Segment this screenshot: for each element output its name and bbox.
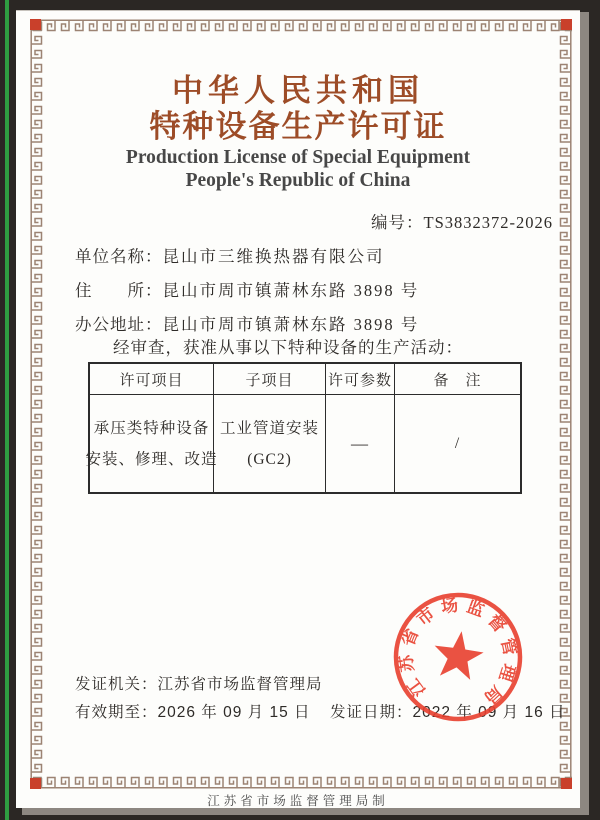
field-office-address <box>75 311 419 335</box>
license-number-line <box>371 209 553 233</box>
table-cell-sub-item <box>214 395 326 492</box>
field-residence <box>75 277 419 301</box>
license-number-label: 编号： <box>371 213 424 232</box>
permit-table <box>85 362 522 494</box>
seal-text: 江苏省市场监督管理局 <box>396 595 520 708</box>
field-value: 昆山市周市镇萧林东路 3898 号 <box>162 315 420 334</box>
issuer-line <box>75 672 323 694</box>
title-cn-line1: 中华人民共和国 <box>172 73 424 108</box>
issue-date-label: 发证日期： <box>330 704 413 721</box>
title-en-line2: People's Republic of China <box>185 170 411 191</box>
table-header-permit-item: 许可项目 <box>90 364 214 395</box>
table-header-remarks: 备 注 <box>395 364 520 395</box>
scan-edge-green-line <box>5 0 9 820</box>
approval-note: 经审查，获准从事以下特种设备的生产活动： <box>113 338 463 357</box>
sub-item-line1: 工业管道安装 <box>219 419 319 437</box>
made-by-line: 江苏省市场监督管理局制 <box>207 794 389 808</box>
issuer-value: 江苏省市场监督管理局 <box>157 676 323 693</box>
border-corner-bottom-right <box>561 778 572 789</box>
valid-until-label: 有效期至： <box>75 704 158 721</box>
field-label: 住 所： <box>75 281 163 300</box>
issuer-label: 发证机关： <box>75 676 158 693</box>
sub-item-line2: (GC2) <box>247 450 292 468</box>
border-corner-bottom-left <box>30 778 41 789</box>
permit-item-line2: 安装、修理、改造 <box>85 450 218 468</box>
title-en-line1: Production License of Special Equipment <box>125 147 471 168</box>
license-number-value: TS3832372-2026 <box>423 213 553 232</box>
valid-until-value: 2026 年 09 月 15 日 <box>157 704 311 721</box>
star-icon <box>431 628 486 681</box>
table-cell-permit-item <box>85 395 218 492</box>
table-cell-remarks: / <box>454 434 461 452</box>
border-corner-top-left <box>30 19 41 30</box>
valid-until-line <box>75 700 311 722</box>
field-value: 昆山市周市镇萧林东路 3898 号 <box>162 281 420 300</box>
official-seal-stamp <box>390 589 526 725</box>
title-cn-line2: 特种设备生产许可证 <box>149 109 447 144</box>
issue-date-value: 2022 年 09 月 16 日 <box>412 704 566 721</box>
certificate-paper <box>16 10 580 808</box>
frame-bevel-right <box>580 12 589 808</box>
border-corner-top-right <box>561 19 572 30</box>
permit-item-line1: 承压类特种设备 <box>93 419 210 437</box>
field-value: 昆山市三维换热器有限公司 <box>162 247 385 266</box>
table-header-parameters: 许可参数 <box>326 364 395 395</box>
table-header-sub-item: 子项目 <box>214 364 326 395</box>
field-label: 办公地址： <box>75 315 163 334</box>
field-label: 单位名称： <box>75 247 163 266</box>
meander-border-bottom <box>30 776 572 789</box>
table-cell-parameters: — <box>326 395 395 492</box>
meander-border-top <box>30 19 572 32</box>
field-company-name <box>75 243 385 267</box>
